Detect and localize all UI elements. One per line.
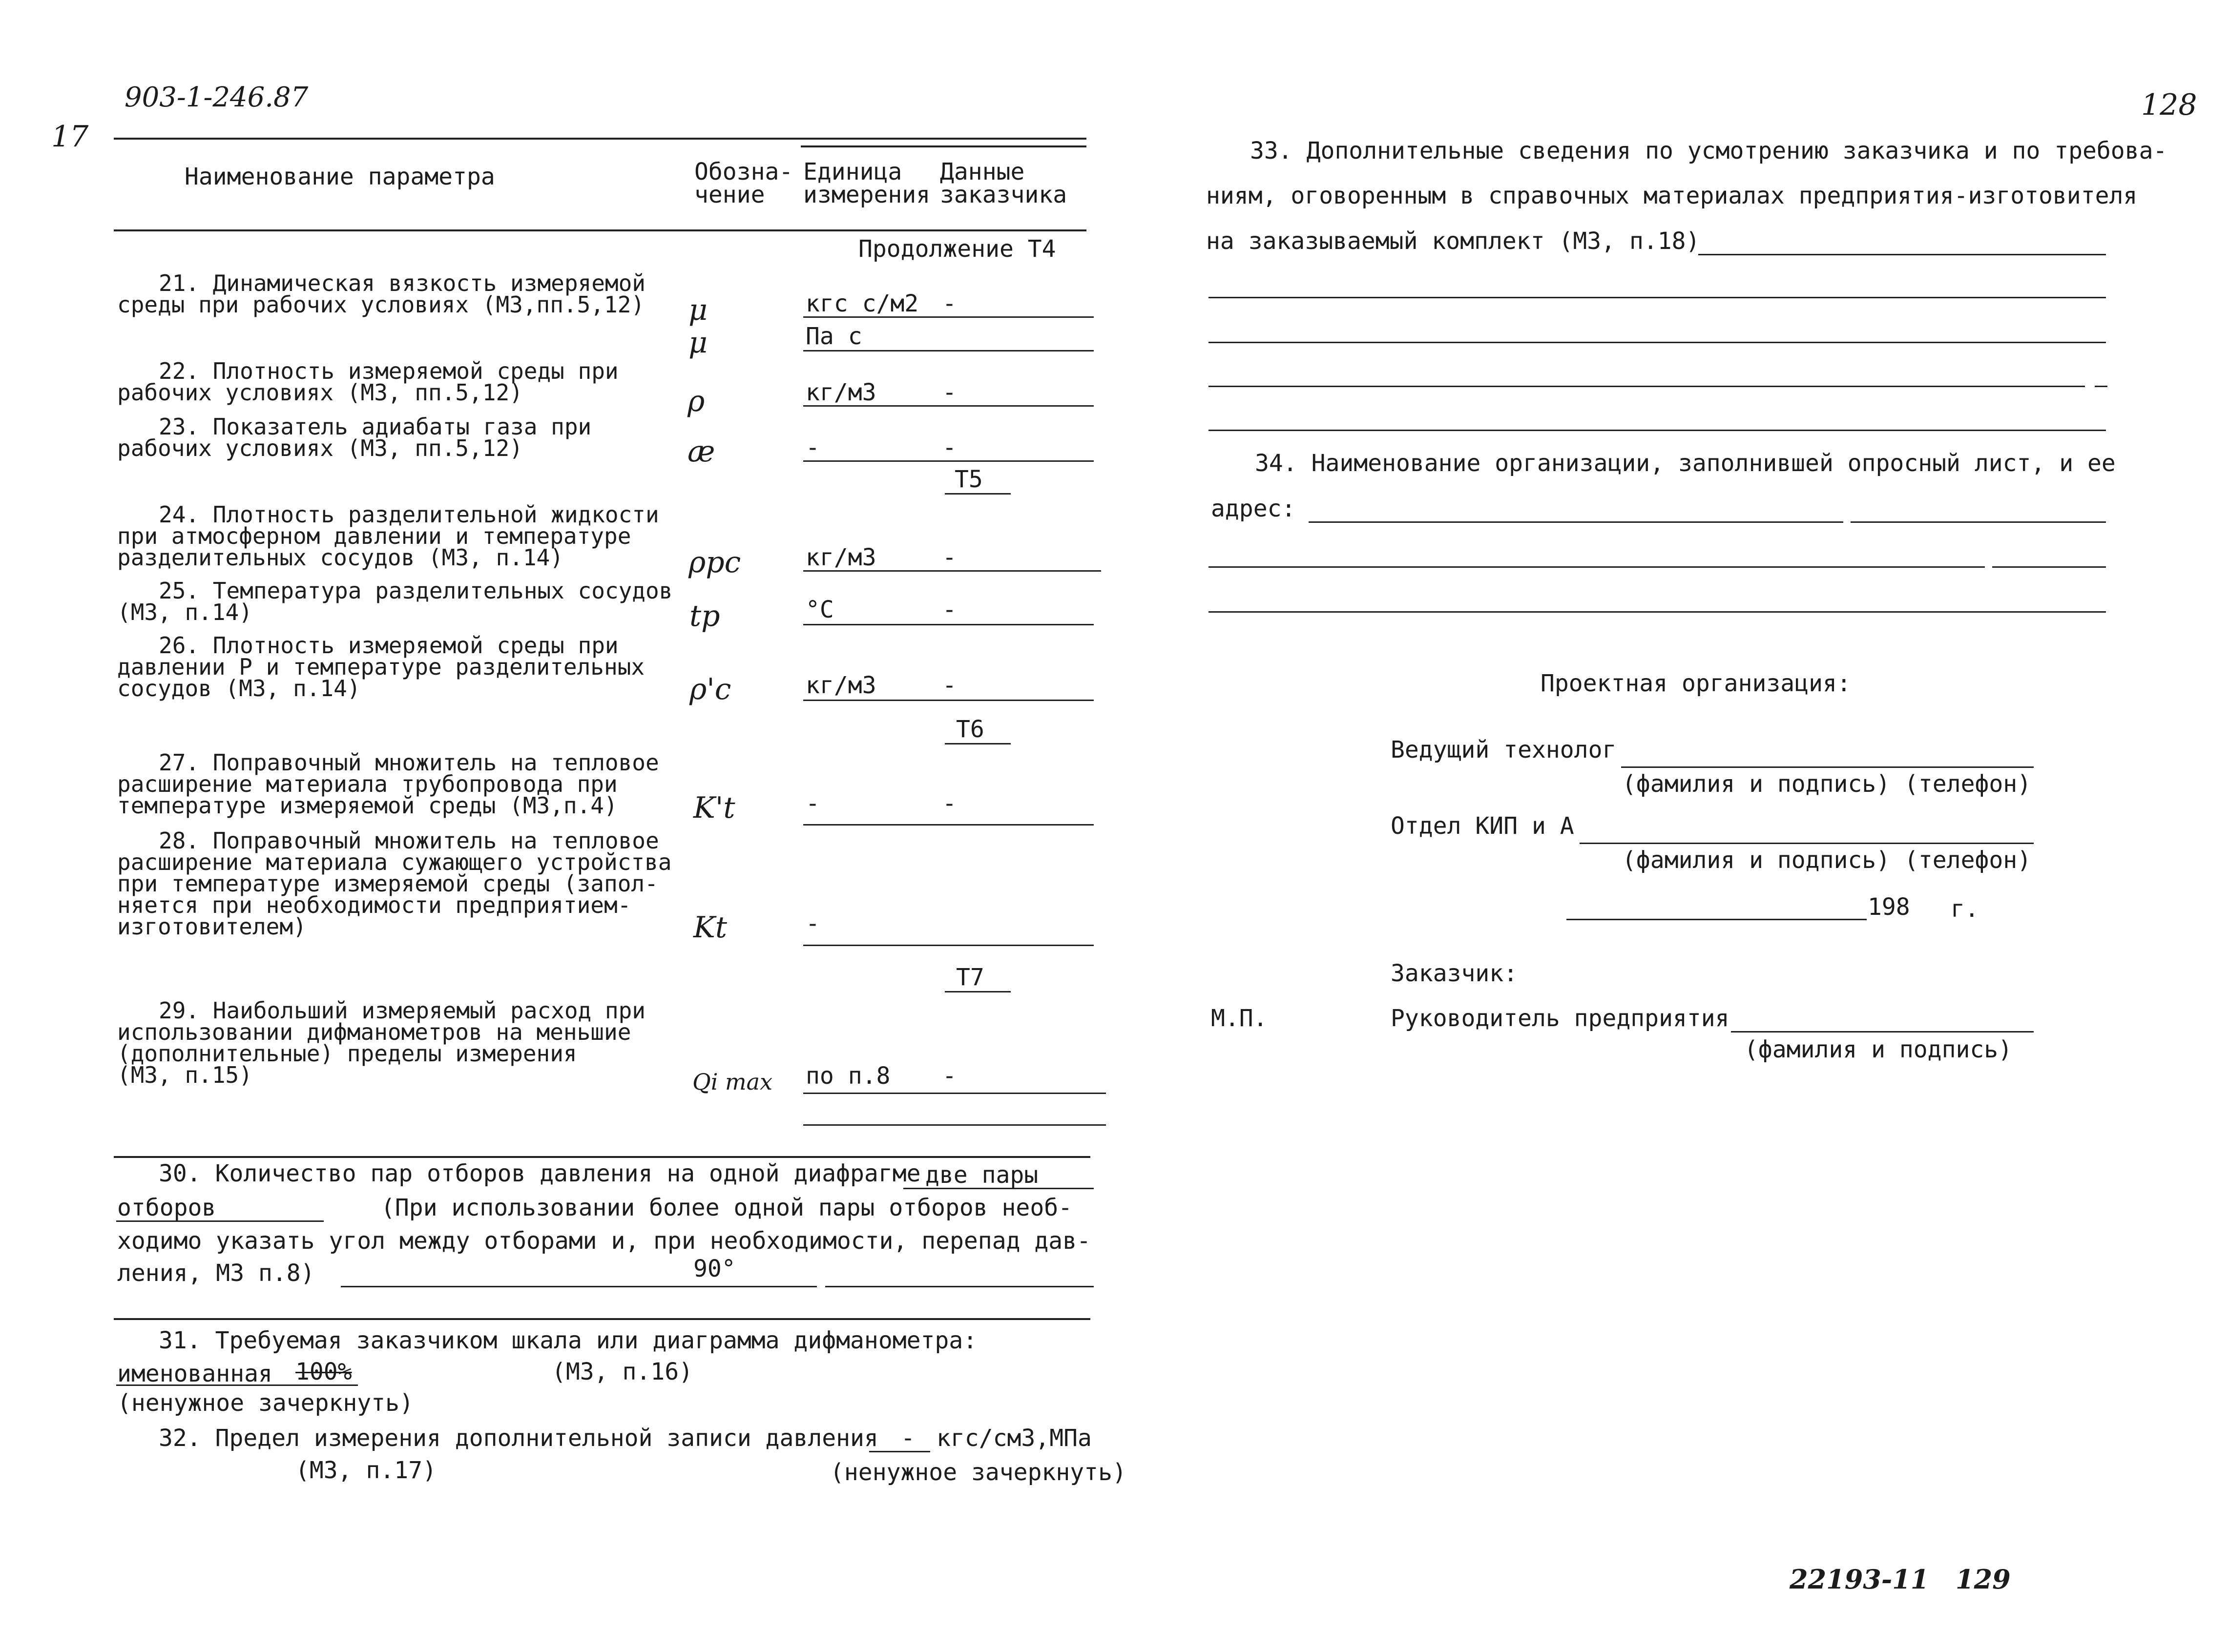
table-header-bottom-rule [114,229,1086,231]
item-30-extra-underline [825,1286,1094,1287]
row-27-line2: расширение материала трубопровода при [117,771,618,797]
row-27-line1: 27. Поправочный множитель на тепловое [159,749,659,776]
section-mark-t7: Т7 [956,964,984,991]
item-30-bottom-rule [114,1318,1090,1320]
row-25-line1: 25. Температура разделительных сосудов [159,578,673,604]
row-24-data: - [942,544,957,571]
item-31-option-underline [116,1384,358,1386]
row-21-unit-si: Па с [806,323,862,350]
row-24-symbol: ρрс [688,545,741,579]
table-bottom-rule [114,1156,1090,1158]
row-28-line3: при температуре измеряемой среды (запол- [117,870,658,897]
row-24-unit: кг/м3 [806,544,876,571]
row-21-symbol-si: μ [688,326,708,360]
design-organization-label: Проектная организация: [1541,670,1851,697]
column-header-name: Наименование параметра [185,163,495,190]
row-21-unit: кгс с/м2 [806,290,919,317]
row-26-data: - [942,672,957,699]
column-header-data-line2: заказчика [940,181,1067,208]
item-31-line1: 31. Требуемая заказчиком шкала или диаграмма дифманометра: [159,1327,978,1354]
row-26-line2: давлении Р и температуре разделительных [117,654,645,680]
row-27-symbol: K't [693,791,735,825]
row-21-symbol: μ [688,293,708,327]
section-mark-t5: Т5 [955,466,983,493]
item-33-answer-line5 [1208,430,2106,431]
item-30-value-pairs: две пары [925,1161,1039,1189]
item-30-line1: 30. Количество пар отборов давления на одной диафрагме [159,1160,921,1187]
date-year-suffix: г. [1951,895,1979,923]
row-25-data: - [942,596,957,623]
item-32-note: (ненужное зачеркнуть) [830,1459,1126,1486]
item-34-answer-line2 [1208,566,1985,568]
page-mark-left: 17 [51,120,89,154]
item-32-units: кгс/см3,МПа [937,1425,1092,1452]
row-22-symbol: ρ [687,384,705,418]
page-mark-right: 128 [2141,88,2197,122]
row-23-underline [803,460,1094,462]
item-33-answer-line3 [1208,342,2106,343]
row-21-line1: 21. Динамическая вязкость измеряемой [159,270,646,296]
row-29-underline [803,1093,1106,1094]
item-30-taps-underline [116,1220,324,1222]
column-header-data-line1: Данные [940,158,1025,186]
item-32-line1: 32. Предел измерения дополнительной записи давления [159,1425,878,1452]
customer-label: Заказчик: [1391,960,1518,987]
row-23-symbol: æ [687,434,715,469]
row-29-line3: (дополнительные) пределы измерения [117,1040,577,1067]
enterprise-head-label: Руководитель предприятия [1391,1005,1729,1032]
item-33-line1: 33. Дополнительные сведения по усмотрению заказчика и по требова- [1250,137,2167,165]
row-21-line2: среды при рабочих условиях (МЗ,пп.5,12) [117,291,645,318]
row-23-line2: рабочих условиях (МЗ, пп.5,12) [117,435,523,461]
item-31-note: (ненужное зачеркнуть) [117,1389,414,1417]
kip-department-label: Отдел КИП и А [1391,812,1574,840]
item-34-line1: 34. Наименование организации, заполнившей опросный лист, и ее [1255,450,2116,477]
table-header-rule [801,145,1086,147]
date-year: 198 [1868,893,1910,921]
section-mark-t7-underline [945,991,1011,992]
column-header-unit-line1: Единица [803,158,902,186]
row-22-line2: рабочих условиях (МЗ, пп.5,12) [117,379,523,406]
row-24-line2: при атмосферном давлении и температуре [117,523,631,549]
date-line [1566,919,1867,920]
item-31-ref: (МЗ, п.16) [552,1358,693,1385]
row-25-symbol: tр [689,599,720,633]
row-24-underline [803,570,1101,572]
column-header-symbol-line2: чение [694,181,765,208]
lead-technologist-label: Ведущий технолог [1391,736,1617,764]
document-code: 903-1-246.87 [125,82,309,113]
row-26-line1: 26. Плотность измеряемой среды при [159,632,619,659]
item-30-angle-underline [341,1286,817,1287]
row-26-unit: кг/м3 [806,672,876,699]
kip-department-signature-line [1580,843,2034,844]
kip-department-caption: (фамилия и подпись) (телефон) [1622,847,2032,874]
item-34-answer-line3 [1208,611,2106,613]
item-33-line2: ниям, оговоренным в справочных материалах предприятия-изготовителя [1206,182,2138,209]
row-29-line2: использовании дифманометров на меньшие [117,1019,631,1045]
item-30-line4: ления, МЗ п.8) [117,1260,315,1287]
row-22-data: - [942,379,957,406]
item-32-ref: (МЗ, п.17) [295,1457,437,1484]
row-26-symbol: ρ'с [689,672,731,706]
section-mark-t6: Т6 [956,716,984,743]
item-30-line2: (При использовании более одной пары отборов необ- [381,1194,1073,1221]
row-23-unit: - [806,434,820,461]
item-33-answer-line1 [1698,254,2106,255]
row-29-unit: по п.8 [806,1062,891,1090]
row-28-line5: изготовителем) [117,913,307,940]
row-27-line3: температуре измеряемой среды (МЗ,п.4) [117,792,618,819]
row-27-data: - [942,790,957,817]
row-23-line1: 23. Показатель адиабаты газа при [159,413,592,440]
row-21-si-underline [803,350,1094,351]
row-25-unit: °С [806,596,834,623]
row-29-data: - [942,1062,957,1090]
item-34-answer-line1b [1851,521,2106,523]
item-34-answer-line2b [1992,566,2106,568]
item-33-answer-line2 [1208,297,2106,298]
row-27-underline [803,824,1094,826]
table-top-rule [114,138,1086,140]
row-25-line2: (МЗ, п.14) [117,599,252,625]
row-29-line1: 29. Наибольший измеряемый расход при [159,997,646,1024]
lead-technologist-caption: (фамилия и подпись) (телефон) [1622,770,2032,798]
item-34-answer-line1 [1309,521,1843,523]
row-21-underline [803,316,1094,318]
item-33-answer-line4-dash [2095,386,2107,387]
row-22-line1: 22. Плотность измеряемой среды при [159,358,619,384]
item-30-value-taps: отборов [117,1194,216,1221]
row-26-line3: сосудов (МЗ, п.14) [117,675,361,702]
item-32-value: - [901,1425,915,1452]
footer-page-number: 129 [1956,1564,2011,1595]
item-30-value-underline [903,1188,1094,1189]
enterprise-head-caption: (фамилия и подпись) [1744,1036,2013,1063]
row-22-underline [803,405,1094,407]
lead-technologist-signature-line [1621,766,2034,768]
item-33-line3: на заказываемый комплект (МЗ, п.18) [1206,227,1700,255]
footer-code: 22193-11 [1790,1564,1929,1595]
row-29-line4: (МЗ, п.15) [117,1062,252,1088]
row-23-data: - [942,434,957,461]
row-28-line1: 28. Поправочный множитель на тепловое [159,827,659,854]
item-30-angle-value: 90° [693,1255,736,1282]
stamp-place-label: М.П. [1211,1005,1268,1032]
row-26-underline [803,700,1094,701]
row-21-data: - [942,290,957,317]
continuation-label: Продолжение Т4 [858,235,1056,263]
column-header-symbol-line1: Обозна- [694,158,793,186]
row-28-symbol: Kt [693,910,727,945]
row-24-line1: 24. Плотность разделительной жидкости [159,501,659,528]
section-mark-t5-underline [945,493,1011,495]
row-24-line3: разделительных сосудов (МЗ, п.14) [117,544,563,571]
row-29-symbol: Qi max [692,1069,773,1095]
item-30-line3: ходимо указать угол между отборами и, при необходимости, перепад дав- [117,1227,1091,1255]
column-header-unit-line2: измерения [803,181,931,208]
item-33-answer-line4 [1208,386,2085,387]
item-32-value-underline [869,1451,930,1452]
row-28-unit: - [806,910,820,937]
row-28-line2: расширение материала сужающего устройства [117,849,672,875]
section-mark-t6-underline [945,743,1011,744]
row-25-underline [803,624,1094,625]
row-22-unit: кг/м3 [806,379,876,406]
row-28-underline [803,945,1094,946]
item-31-option-percent-struck: 100% [295,1358,352,1385]
item-31-option-named: именованная [117,1360,272,1387]
row-29-extra-line [803,1124,1106,1126]
item-34-line2: адрес: [1211,495,1296,522]
row-27-unit: - [806,790,820,817]
row-28-line4: няется при необходимости предприятием- [117,892,631,918]
enterprise-head-signature-line [1731,1031,2034,1032]
